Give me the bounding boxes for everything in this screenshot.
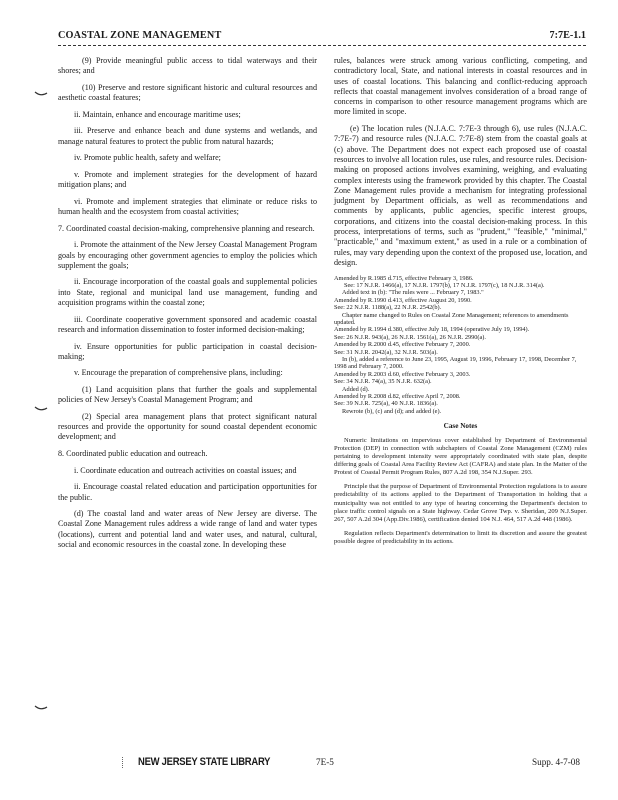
history-line: See: 34 N.J.R. 74(a), 35 N.J.R. 632(a).	[334, 378, 432, 386]
paragraph: i. Promote the attainment of the New Jersey Coastal Management Program goals by encouraging other government agencies to employ the policies which supplement the goals;	[58, 240, 317, 270]
margin-mark-icon	[34, 704, 48, 712]
page-number: 7E-5	[316, 757, 334, 767]
case-notes-heading: Case Notes	[443, 422, 478, 431]
history-line: Amended by R.2003 d.60, effective February 3, 2003.	[334, 370, 471, 378]
scan-mark	[122, 757, 124, 768]
header-rule	[58, 45, 586, 46]
history-line: Amended by R.1990 d.413, effective August 20, 1990.	[334, 296, 472, 304]
case-note: Principle that the purpose of Department of Environmental Protection regulations is to assure predictability of its actions applied to the Department of Transportation in holding that a municipality was not entitled to any type of hearing concerning the Department's decision to place traffic control signals on a State highway. Cedar Grove Twp. v. Sheridan, 209 N.J.Super. 267, 507 A.2d 304 (App.Div.1986), certification denied 104 N.J. 464, 517 A.2d 448 (1986).	[334, 483, 587, 523]
paragraph: iii. Preserve and enhance beach and dune systems and wetlands, and manage natural features to protect the public from natural hazards;	[58, 126, 317, 146]
margin-mark-icon	[34, 90, 48, 98]
history-line: See: 39 N.J.R. 725(a), 40 N.J.R. 1836(a).	[334, 400, 438, 408]
history-line: In (b), added a reference to June 23, 1995, August 19, 1996, February 17, 1998, December 7, 1998 and February 7, 2000.	[334, 356, 577, 371]
paragraph: ii. Encourage coastal related education and participation opportunities for the public.	[58, 482, 317, 502]
margin-mark-icon	[34, 405, 48, 413]
history-line: Amended by R.2008 d.82, effective April 7, 2008.	[334, 393, 461, 401]
amendment-history	[334, 275, 587, 416]
header-chapter-title: COASTAL ZONE MANAGEMENT	[58, 30, 222, 41]
paragraph: ii. Encourage incorporation of the coastal goals and supplemental policies into State, regional and municipal land use management, funding and acquisition programs within the coastal zone;	[58, 277, 317, 308]
library-stamp: NEW JERSEY STATE LIBRARY	[138, 756, 271, 768]
paragraph: vi. Promote and implement strategies that eliminate or reduce risks to human health and the ecosystem from coastal activities;	[58, 196, 317, 217]
history-line: Added (d).	[342, 385, 370, 393]
paragraph: (10) Preserve and restore significant historic and cultural resources and aesthetic coastal features;	[58, 82, 317, 103]
paragraph: iv. Ensure opportunities for public participation in coastal decision-making;	[58, 341, 317, 361]
paragraph: rules, balances were struck among various conflicting, competing, and contradictory local, State, and national interests in coastal resources and in uses of coastal locations. This balancing and conflict-reducing approach reflects that coastal management involves consideration of a broad range of concerns in comparison to other resource management programs which are more limited in scope.	[334, 56, 587, 117]
paragraph: v. Encourage the preparation of comprehensive plans, including:	[74, 368, 283, 378]
history-line: Chapter name changed to Rules on Coastal Zone Management; references to amendments updated.	[334, 311, 569, 326]
history-line: Added text in (b): "The rules were ... February 7, 1983."	[342, 289, 484, 297]
history-line: See: 26 N.J.R. 943(a), 26 N.J.R. 1561(a), 26 N.J.R. 2990(a).	[334, 333, 486, 341]
history-line: See: 22 N.J.R. 1188(a), 22 N.J.R. 2542(b).	[334, 304, 442, 312]
case-note: Numeric limitations on impervious cover established by Department of Environmental Protection (DEP) in connection with subchapters of Coastal Zone Management (CZM) rules pertaining to development intensity were appropriately coordinated with state plan, despite differing goals of Coastal Area Facility Review Act (CAFRA) and state plan. In the Matter of the Protest of Coastal Permit Program Rules, 807 A.2d 198, 354 N.J.Super. 293.	[334, 436, 587, 476]
history-line: See: 17 N.J.R. 1466(a), 17 N.J.R. 1797(b), 17 N.J.R. 1797(c), 18 N.J.R. 314(a).	[344, 281, 545, 289]
history-line: Amended by R.1985 d.715, effective February 3, 1986.	[334, 274, 474, 282]
paragraph: (e) The location rules (N.J.A.C. 7:7E-3 through 6), use rules (N.J.A.C. 7:7E-7) and resource rules (N.J.A.C. 7:7E-8) stem from the coastal goals at (c) above. The Department does not expect each proposed use of coastal resources to involve all location rules, use rules, and resource rules. Decision-making on proposed actions involves examining, weighing, and evaluating complex interests using the framework provided by this chapter. The Coastal Zone Management rules provide a mechanism for integrating professional judgment by Department officials, as well as recommendations and comments by applicants, public agencies, specific interest groups, corporations, and citizens into the coastal decision-making process. In this process, interpretations of terms, such as "prudent," "feasible," "minimal," "practicable," and "maximum extent," as used in a rule or a combination of rules, may vary depending upon the context of the proposed use, location, and design.	[334, 124, 587, 267]
paragraph: (9) Provide meaningful public access to tidal waterways and their shores; and	[58, 56, 317, 76]
paragraph: i. Coordinate education and outreach activities on coastal issues; and	[74, 465, 297, 475]
paragraph: (2) Special area management plans that protect significant natural resources and provide the opportunity for sound coastal dependent economic development; and	[58, 411, 317, 442]
right-column	[334, 56, 587, 553]
paragraph: (1) Land acquisition plans that further the goals and supplemental policies of New Jersey's Coastal Management Program; and	[58, 384, 317, 405]
history-line: See: 31 N.J.R. 2042(a), 32 N.J.R. 503(a).	[334, 348, 438, 356]
paragraph: iii. Coordinate cooperative government sponsored and academic coastal research and information dissemination to foster informed decision-making;	[58, 314, 317, 334]
running-header	[58, 30, 586, 44]
paragraph: iv. Promote public health, safety and welfare;	[74, 153, 221, 163]
paragraph: 8. Coordinated public education and outreach.	[58, 449, 208, 459]
history-line: Rewrote (b), (c) and (d); and added (e).	[342, 407, 442, 415]
paragraph: ii. Maintain, enhance and encourage maritime uses;	[74, 109, 241, 119]
history-line: Amended by R.2000 d.45, effective February 7, 2000.	[334, 341, 471, 349]
header-section-number: 7:7E-1.1	[549, 30, 586, 41]
paragraph: v. Promote and implement strategies for the development of hazard mitigation plans; and	[58, 169, 317, 190]
case-note: Regulation reflects Department's determination to limit its discretion and assure the greatest possible degree of predictability in its actions.	[334, 530, 587, 546]
left-column	[58, 56, 317, 557]
paragraph: (d) The coastal land and water areas of New Jersey are diverse. The Coastal Zone Management rules address a wide range of land and water types (locations), current and potential land and water uses, and natural, cultural, social and economic resources in the coastal zone. In developing these	[58, 509, 317, 550]
supplement-date: Supp. 4-7-08	[532, 757, 580, 767]
paragraph: 7. Coordinated coastal decision-making, comprehensive planning and research.	[58, 223, 315, 233]
history-line: Amended by R.1994 d.380, effective July 18, 1994 (operative July 19, 1994).	[334, 326, 530, 334]
